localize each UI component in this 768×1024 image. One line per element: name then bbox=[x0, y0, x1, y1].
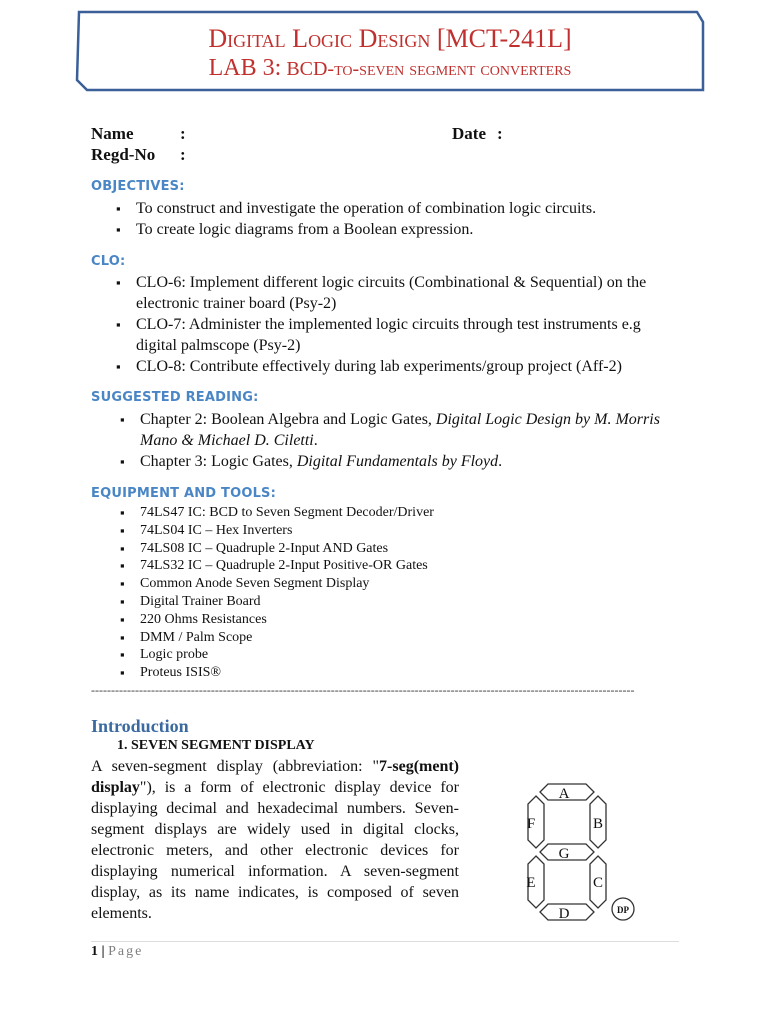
clo-heading: CLO: bbox=[91, 254, 126, 269]
lab-title: LAB 3: BCD-to-seven segment converters bbox=[208, 55, 572, 81]
label-dp: DP bbox=[617, 905, 629, 915]
reading-heading: SUGGESTED READING: bbox=[91, 390, 259, 405]
regd-label: Regd-No bbox=[91, 145, 156, 164]
label-e: E bbox=[526, 875, 536, 891]
dashed-divider: ---------------------------------------------------------------------------------------------------------------------------------------- bbox=[91, 684, 635, 696]
document-title: Digital Logic Design [MCT-241L] bbox=[208, 24, 572, 53]
list-item: ▪ 74LS04 IC – Hex Inverters bbox=[116, 522, 676, 540]
equipment-list bbox=[116, 504, 676, 682]
page-footer: 1 | Page bbox=[91, 944, 144, 959]
label-c: C bbox=[592, 875, 604, 891]
list-item: ▪ Common Anode Seven Segment Display bbox=[116, 575, 676, 593]
regd-colon: : bbox=[180, 145, 186, 164]
footer-rule bbox=[91, 941, 679, 942]
equipment-heading: EQUIPMENT AND TOOLS: bbox=[91, 486, 277, 501]
label-a: A bbox=[558, 786, 570, 802]
reading-list bbox=[116, 409, 676, 472]
section-subheading: 1. SEVEN SEGMENT DISPLAY bbox=[117, 738, 315, 753]
list-item: ▪ 220 Ohms Resistances bbox=[116, 611, 676, 629]
label-b: B bbox=[592, 816, 604, 832]
date-colon: : bbox=[497, 124, 503, 143]
intro-paragraph: A seven-segment display (abbreviation: "7-seg(ment) display"), is a form of electronic display device for displaying decimal and hexadecimal numbers. Seven-segment displays are widely used in digital clocks, electronic meters, and other electronic devices for displaying numerical information. A seven-segment display, as its name indicates, is composed of seven elements. bbox=[91, 758, 459, 922]
name-label: Name bbox=[91, 124, 134, 143]
list-item: ▪ DMM / Palm Scope bbox=[116, 629, 676, 647]
label-g: G bbox=[558, 846, 570, 862]
list-item: ▪ Chapter 2: Boolean Algebra and Logic Gates, Digital Logic Design by M. Morris Mano & Michael D. Ciletti. bbox=[116, 409, 676, 451]
list-item: ▪ CLO-8: Contribute effectively during lab experiments/group project (Aff-2) bbox=[112, 356, 682, 377]
title-box bbox=[75, 10, 705, 90]
list-item: ▪ 74LS32 IC – Quadruple 2-Input Positive-OR Gates bbox=[116, 557, 676, 575]
list-item: ▪ Chapter 3: Logic Gates, Digital Fundamentals by Floyd. bbox=[116, 451, 676, 472]
list-item: ▪ To create logic diagrams from a Boolean expression. bbox=[112, 219, 682, 240]
date-label: Date bbox=[452, 124, 486, 143]
list-item: ▪ CLO-7: Administer the implemented logic circuits through test instruments e.g digital palmscope (Psy-2) bbox=[112, 314, 682, 356]
introduction-heading: Introduction bbox=[91, 716, 189, 736]
list-item: ▪ Digital Trainer Board bbox=[116, 593, 676, 611]
label-f: F bbox=[526, 816, 536, 832]
clo-list bbox=[112, 272, 682, 377]
list-item: ▪ CLO-6: Implement different logic circuits (Combinational & Sequential) on the electronic trainer board (Psy-2) bbox=[112, 272, 682, 314]
objectives-heading: OBJECTIVES: bbox=[91, 179, 185, 194]
list-item: ▪ 74LS47 IC: BCD to Seven Segment Decoder/Driver bbox=[116, 504, 676, 522]
name-colon: : bbox=[180, 124, 186, 143]
label-d: D bbox=[558, 906, 570, 922]
list-item: ▪ Proteus ISIS® bbox=[116, 664, 676, 682]
objectives-list bbox=[112, 198, 682, 240]
seven-segment-diagram bbox=[512, 780, 642, 928]
list-item: ▪ To construct and investigate the operation of combination logic circuits. bbox=[112, 198, 682, 219]
list-item: ▪ Logic probe bbox=[116, 646, 676, 664]
list-item: ▪ 74LS08 IC – Quadruple 2-Input AND Gates bbox=[116, 540, 676, 558]
